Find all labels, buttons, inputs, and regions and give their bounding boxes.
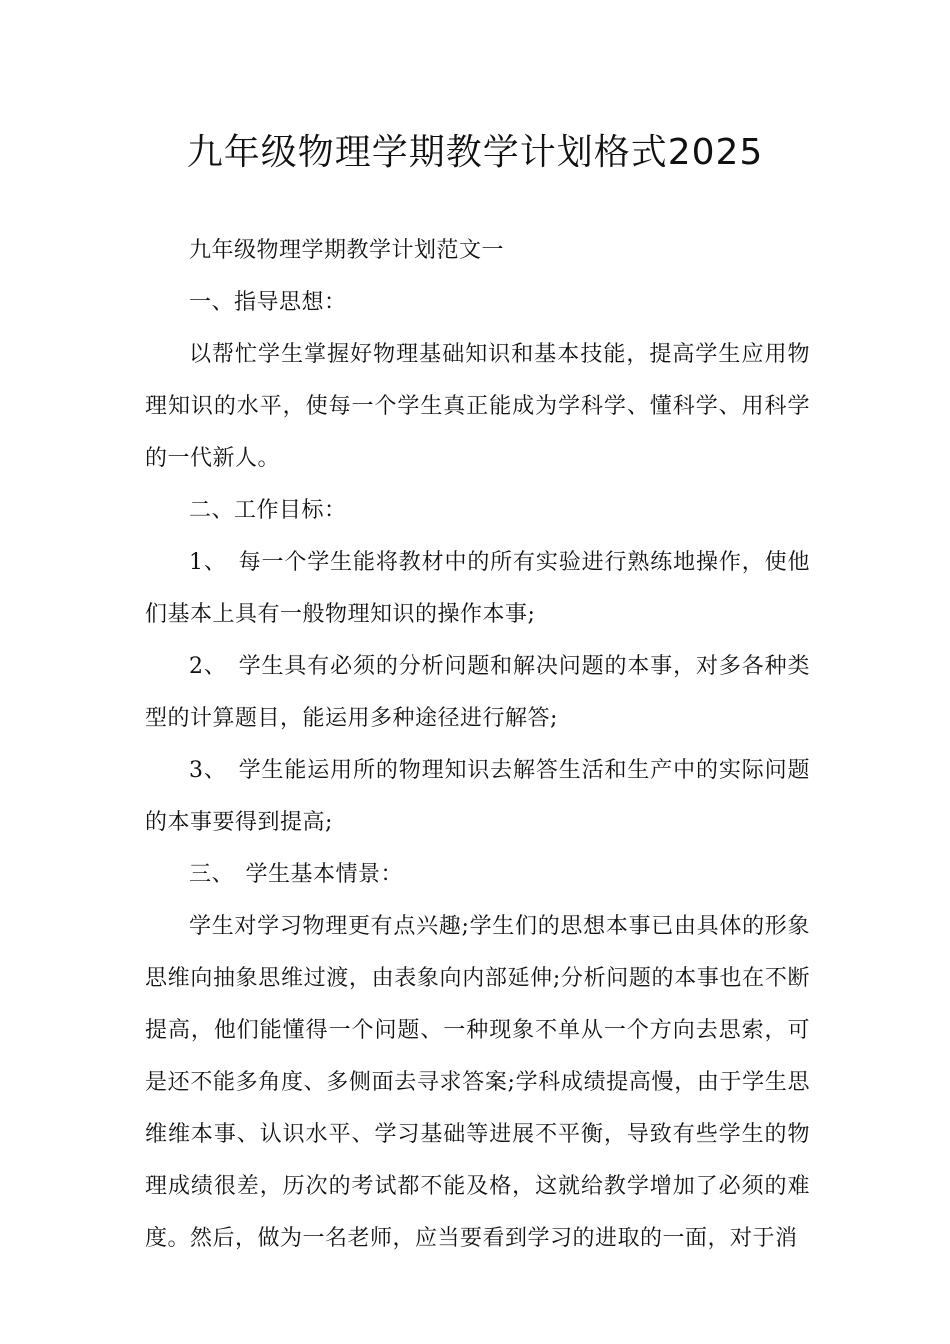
- document-body: [145, 225, 810, 1265]
- heading-student-situation: 三、 学生基本情景：: [189, 862, 404, 887]
- paragraph-goal-1: 1、 每一个学生能将教材中的所有实验进行熟练地操作，使他们基本上具有一般物理知识的操作本事;: [145, 550, 810, 627]
- heading-work-goals: 二、工作目标：: [189, 498, 347, 523]
- paragraph-goal-3: 3、 学生能运用所的物理知识去解答生活和生产中的实际问题的本事要得到提高;: [145, 758, 810, 835]
- paragraph-guiding-ideology: 以帮忙学生掌握好物理基础知识和基本技能，提高学生应用物理知识的水平，使每一个学生真正能成为学科学、懂科学、用科学的一代新人。: [145, 342, 810, 471]
- paragraph-student-situation: 学生对学习物理更有点兴趣;学生们的思想本事已由具体的形象思维向抽象思维过渡，由表象向内部延伸;分析问题的本事也在不断提高，他们能懂得一个问题、一种现象不单从一个方向去思索，可是还不能多角度、多侧面去寻求答案;学科成绩提高慢，由于学生思维维本事、认识水平、学习基础等进展不平衡，导致有些学生的物理成绩很差，历次的考试都不能及格，这就给教学增加了必须的难度。然后，做为一名老师，应当要看到学习的进取的一面，对于消: [145, 914, 810, 1251]
- heading-guiding-ideology: 一、指导思想：: [189, 290, 347, 315]
- document-title: 九年级物理学期教学计划格式2025: [186, 132, 764, 173]
- paragraph-subtitle: 九年级物理学期教学计划范文一: [189, 238, 505, 263]
- paragraph-goal-2: 2、 学生具有必须的分析问题和解决问题的本事，对多各种类型的计算题目，能运用多种途径进行解答;: [145, 654, 810, 731]
